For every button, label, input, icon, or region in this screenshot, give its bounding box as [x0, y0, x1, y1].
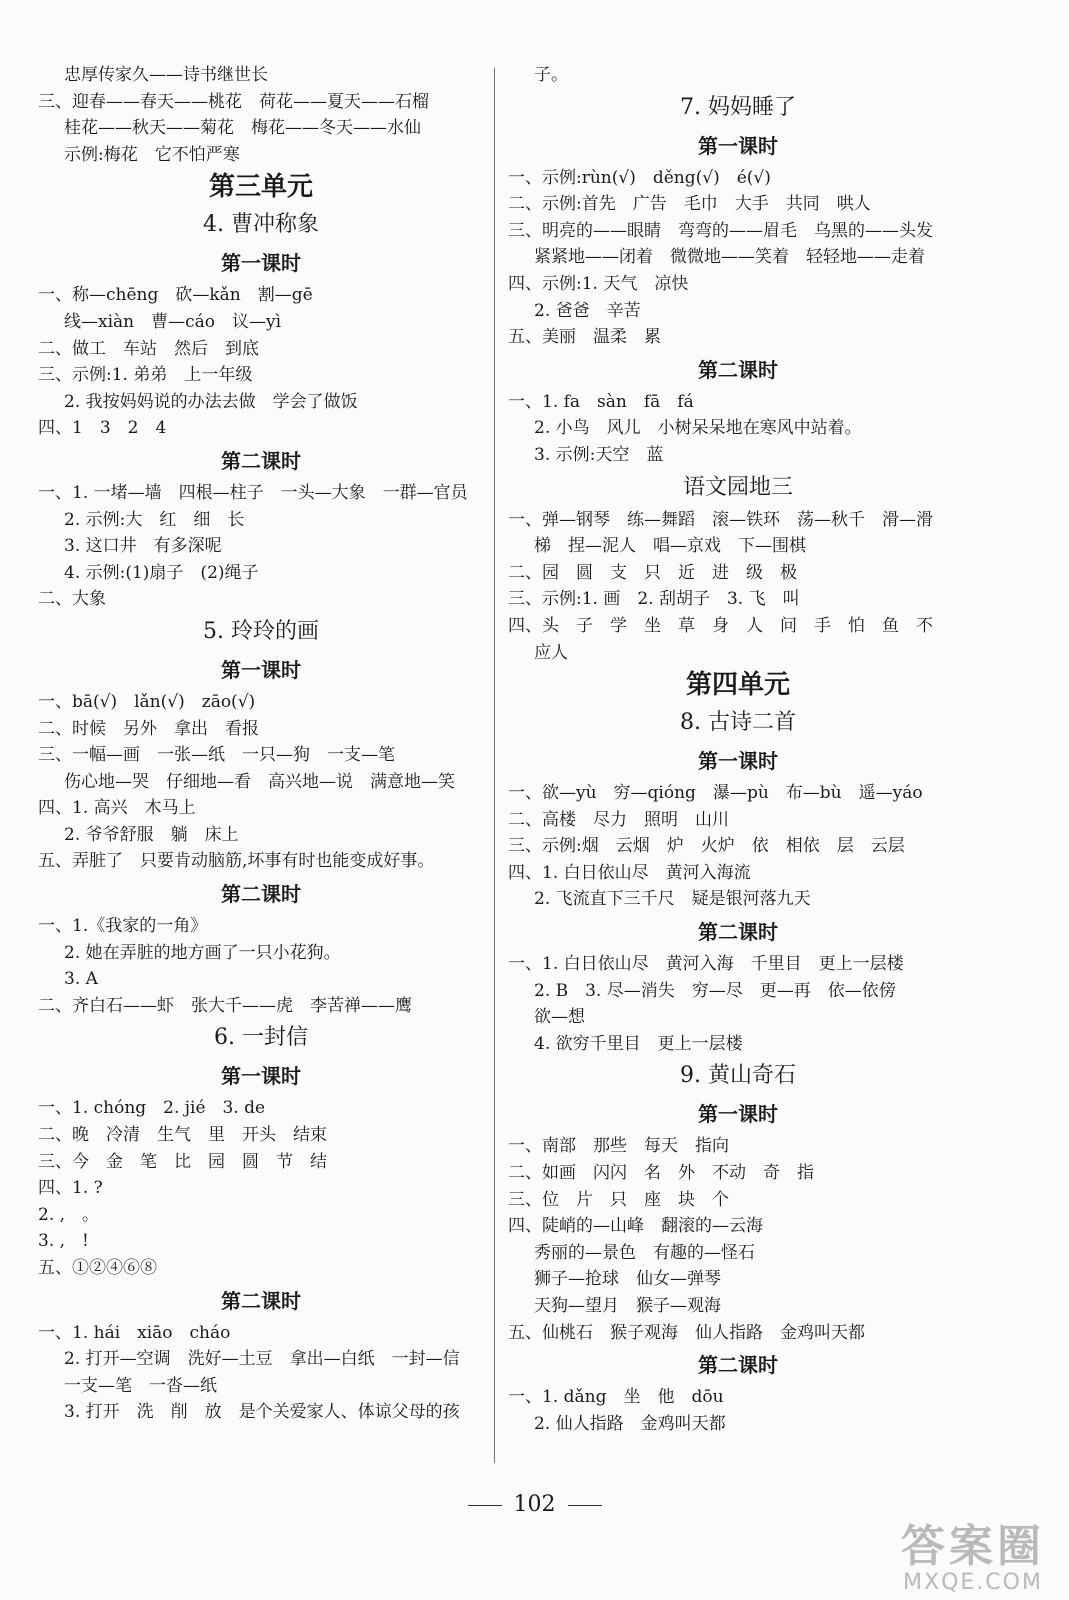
answer-line: 一、南部 那些 每天 指向 — [508, 1136, 729, 1157]
answer-line: 二、齐白石——虾 张大千——虎 李苦禅——鹰 — [38, 995, 412, 1016]
period-heading: 第一课时 — [221, 1064, 301, 1089]
answer-line: 四、1. ? — [38, 1178, 103, 1199]
answer-line: 2. 我按妈妈说的办法去做 学会了做饭 — [64, 391, 358, 412]
answer-line: 桂花——秋天——菊花 梅花——冬天——水仙 — [64, 118, 421, 139]
answer-line: 2. 爷爷舒服 躺 床上 — [64, 824, 239, 845]
answer-line: 三、今 金 笔 比 园 圆 节 结 — [38, 1151, 327, 1172]
answer-line: 四、1. 高兴 木马上 — [38, 798, 196, 819]
lesson-title: 8. 古诗二首 — [680, 710, 796, 736]
answer-line: 三、示例:烟 云烟 炉 火炉 依 相依 层 云层 — [508, 836, 905, 857]
lesson-title: 5. 玲玲的画 — [203, 618, 319, 644]
answer-line: 一、1.《我家的一角》 — [38, 916, 208, 937]
watermark-logo: 答案圈 — [901, 1521, 1045, 1572]
footer-dash-right — [568, 1505, 602, 1506]
footer-dash-left — [468, 1505, 502, 1506]
answer-line: 四、头 子 学 坐 草 身 人 问 手 怕 鱼 不 — [508, 615, 933, 636]
period-heading: 第一课时 — [221, 251, 301, 276]
right-column — [508, 62, 968, 1437]
answer-line: 二、高楼 尽力 照明 山川 — [508, 809, 729, 830]
period-heading: 第一课时 — [221, 657, 301, 682]
unit-heading: 第三单元 — [208, 172, 313, 203]
answer-line: 一支—笔 一沓—纸 — [64, 1375, 217, 1396]
answer-line: 三、位 片 只 座 块 个 — [508, 1189, 729, 1210]
answer-line: 3. 示例:天空 蓝 — [534, 444, 664, 465]
answer-line: 四、陡峭的—山峰 翻滚的—云海 — [508, 1216, 763, 1237]
answer-line: 子。 — [534, 65, 568, 85]
lesson-title: 6. 一封信 — [214, 1025, 308, 1051]
answer-line: 二、示例:首先 广告 毛巾 大手 共同 哄人 — [508, 194, 871, 215]
unit-heading: 第四单元 — [685, 670, 790, 701]
answer-line: 二、园 圆 支 只 近 进 级 极 — [508, 562, 797, 583]
answer-line: 忠厚传家久——诗书继世长 — [64, 65, 268, 85]
answer-line: 二、大象 — [38, 589, 106, 610]
lesson-title: 9. 黄山奇石 — [680, 1063, 796, 1089]
answer-line: 五、弄脏了 只要肯动脑筋,坏事有时也能变成好事。 — [38, 851, 435, 872]
answer-line: 三、示例:1. 弟弟 上一年级 — [38, 365, 253, 386]
answer-line: 2. 打开—空调 洗好—土豆 拿出—白纸 一封—信 — [64, 1349, 460, 1370]
answer-line: 一、欲—yù 穷—qióng 瀑—pù 布—bù 遥—yáo — [508, 783, 923, 804]
answer-line: 应人 — [534, 642, 568, 663]
answer-line: 梯 捏—泥人 唱—京戏 下—围棋 — [534, 536, 806, 557]
answer-line: 二、晚 冷清 生气 里 开头 结束 — [38, 1125, 327, 1146]
answer-line: 2. 爸爸 辛苦 — [534, 300, 641, 321]
answer-line: 一、1. 白日依山尽 黄河入海 千里目 更上一层楼 — [508, 954, 904, 975]
answer-line: 四、1 3 2 4 — [38, 418, 167, 439]
answer-line: 一、1. fa sàn fā fá — [508, 391, 694, 412]
period-heading: 第二课时 — [698, 920, 778, 945]
answer-line: 三、迎春——春天——桃花 荷花——夏天——石榴 — [38, 91, 429, 112]
page-number: 102 — [513, 1492, 556, 1517]
lesson-title: 语文园地三 — [682, 474, 793, 500]
answer-line: 狮子—抢球 仙女—弹琴 — [534, 1269, 721, 1290]
answer-line: 二、时候 另外 拿出 看报 — [38, 718, 259, 739]
answer-line: 五、①②④⑥⑧ — [38, 1258, 157, 1278]
answer-line: 三、一幅—画 一张—纸 一只—狗 一支—笔 — [38, 745, 395, 766]
answer-line: 一、1. dǎng 坐 他 dōu — [508, 1387, 724, 1408]
period-heading: 第一课时 — [698, 749, 778, 774]
answer-line: 一、1. hái xiāo cháo — [38, 1322, 231, 1343]
watermark — [901, 1510, 1045, 1595]
answer-line: 2. 飞流直下三千尺 疑是银河落九天 — [534, 889, 811, 910]
answer-line: 伤心地—哭 仔细地—看 高兴地—说 满意地—笑 — [64, 771, 455, 792]
period-heading: 第二课时 — [221, 448, 301, 473]
answer-line: 2. 她在弄脏的地方画了一只小花狗。 — [64, 942, 341, 963]
answer-line: 天狗—望月 猴子—观海 — [534, 1296, 721, 1316]
lesson-title: 7. 妈妈睡了 — [680, 94, 796, 120]
answer-line: 紧紧地——闭着 微微地——笑着 轻轻地——走着 — [534, 247, 925, 268]
answer-line: 二、做工 车站 然后 到底 — [38, 338, 259, 359]
answer-line: 五、美丽 温柔 累 — [508, 327, 661, 348]
answer-line: 一、称—chēng 砍—kǎn 割—gē — [38, 285, 313, 306]
column-divider — [494, 68, 495, 1463]
left-column — [38, 62, 484, 1426]
answer-line: 四、1. 白日依山尽 黄河入海流 — [508, 862, 751, 883]
answer-line: 4. 欲穷千里目 更上一层楼 — [534, 1033, 743, 1054]
answer-line: 一、1. 一堵—墙 四根—柱子 一头—大象 一群—官员 — [38, 482, 468, 503]
answer-line: 五、仙桃石 猴子观海 仙人指路 金鸡叫天都 — [508, 1322, 865, 1343]
period-heading: 第二课时 — [698, 1353, 778, 1378]
answer-line: 欲—想 — [534, 1007, 585, 1028]
answer-line: 二、如画 闪闪 名 外 不动 奇 指 — [508, 1163, 814, 1184]
watermark-url: MXQE.COM — [903, 1570, 1043, 1595]
period-heading: 第一课时 — [698, 1102, 778, 1127]
period-heading: 第二课时 — [221, 882, 301, 907]
answer-line: 一、示例:rùn(√) děng(√) é(√) — [508, 167, 771, 188]
answer-line: 2. B 3. 尽—消失 穷—尽 更—再 依—依傍 — [534, 980, 896, 1001]
period-heading: 第二课时 — [221, 1288, 301, 1313]
answer-line: 3. 这口井 有多深呢 — [64, 536, 222, 557]
answer-line: 2. , 。 — [38, 1204, 100, 1225]
answer-line: 示例:梅花 它不怕严寒 — [64, 144, 240, 165]
answer-line: 秀丽的—景色 有趣的—怪石 — [534, 1242, 755, 1263]
answer-line: 一、弹—钢琴 练—舞蹈 滚—铁环 荡—秋千 滑—滑 — [508, 509, 933, 530]
answer-line: 3. A — [64, 969, 98, 990]
period-heading: 第一课时 — [698, 133, 778, 158]
lesson-title: 4. 曹冲称象 — [203, 212, 319, 238]
answer-line: 四、示例:1. 天气 凉快 — [508, 273, 689, 294]
answer-line: 3. 打开 洗 削 放 是个关爱家人、体谅父母的孩 — [64, 1402, 460, 1423]
answer-line: 一、bā(√) lǎn(√) zāo(√) — [38, 691, 256, 712]
answer-line: 2. 仙人指路 金鸡叫天都 — [534, 1413, 726, 1434]
answer-line: 2. 示例:大 红 细 长 — [64, 509, 245, 530]
answer-line: 一、1. chóng 2. jié 3. de — [38, 1098, 266, 1119]
answer-line: 4. 示例:(1)扇子 (2)绳子 — [64, 562, 259, 583]
answer-line: 3. , ! — [38, 1231, 89, 1252]
answer-line: 三、示例:1. 画 2. 刮胡子 3. 飞 叫 — [508, 589, 800, 610]
answer-line: 2. 小鸟 风儿 小树呆呆地在寒风中站着。 — [534, 418, 862, 439]
period-heading: 第二课时 — [698, 357, 778, 382]
answer-line: 三、明亮的——眼睛 弯弯的——眉毛 乌黑的——头发 — [508, 220, 933, 241]
answer-line: 线—xiàn 曹—cáo 议—yì — [64, 311, 282, 332]
